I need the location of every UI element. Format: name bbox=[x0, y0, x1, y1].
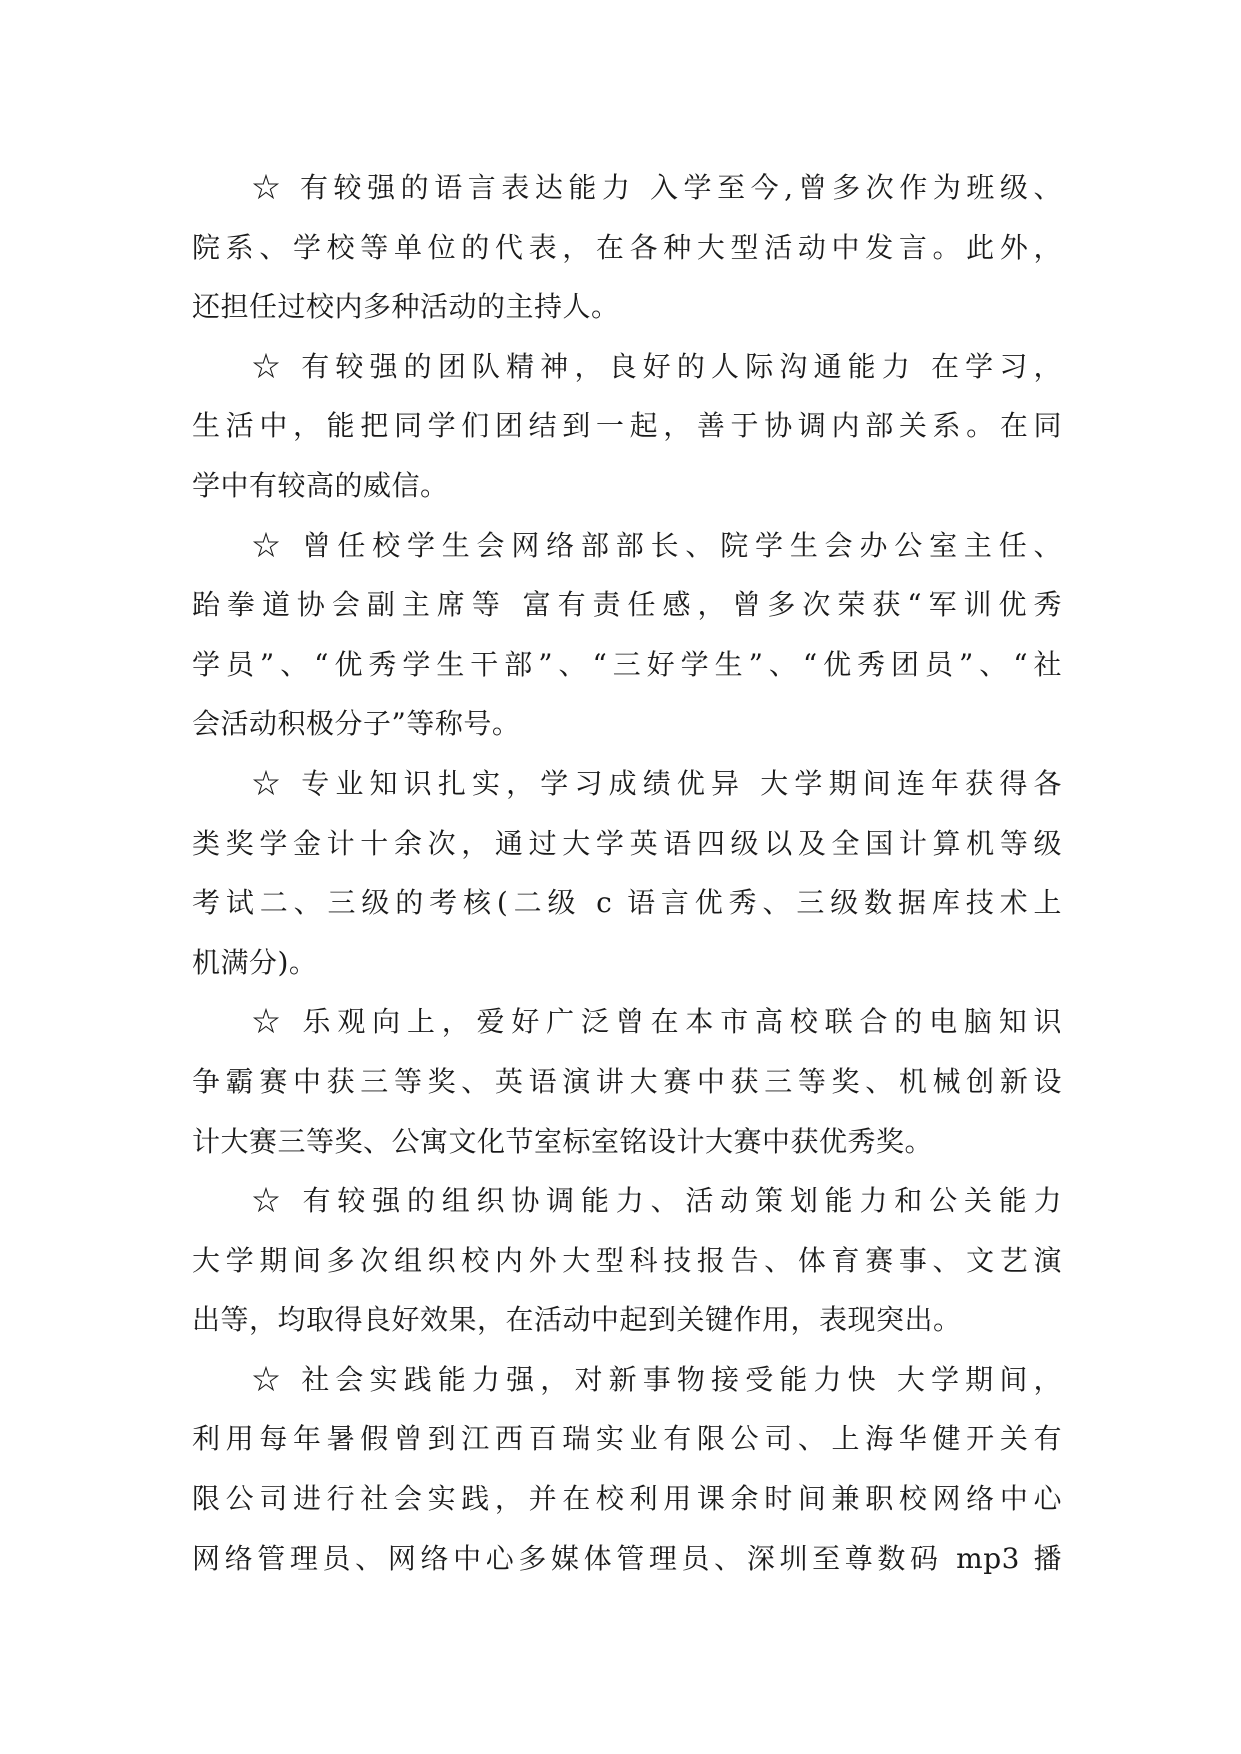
document-body bbox=[192, 158, 1062, 1588]
text-line: 计大赛三等奖、公寓文化节室标室铭设计大赛中获优秀奖。 bbox=[192, 1124, 934, 1158]
text-line: ☆ 社会实践能力强，对新事物接受能力快 大学期间， bbox=[252, 1362, 1062, 1396]
text-line: 还担任过校内多种活动的主持人。 bbox=[192, 290, 620, 324]
text-line: 限公司进行社会实践，并在校利用课余时间兼职校网络中心 bbox=[192, 1482, 1062, 1516]
text-line: 出等，均取得良好效果，在活动中起到关键作用，表现突出。 bbox=[192, 1303, 962, 1337]
paragraph-organization bbox=[192, 1171, 1062, 1350]
text-line: 考试二、三级的考核(二级 c 语言优秀、三级数据库技术上 bbox=[192, 886, 1062, 920]
paragraph-team-spirit bbox=[192, 337, 1062, 516]
text-line: ☆ 乐观向上，爱好广泛曾在本市高校联合的电脑知识 bbox=[252, 1005, 1062, 1039]
text-line: 大学期间多次组织校内外大型科技报告、体育赛事、文艺演 bbox=[192, 1243, 1062, 1277]
paragraph-language-skills bbox=[192, 158, 1062, 337]
text-line: ☆ 有较强的语言表达能力 入学至今,曾多次作为班级、 bbox=[252, 171, 1062, 204]
text-line: 学员”、“优秀学生干部”、“三好学生”、“优秀团员”、“社 bbox=[192, 647, 1062, 681]
text-line: 院系、学校等单位的代表，在各种大型活动中发言。此外， bbox=[192, 230, 1062, 264]
text-line: ☆ 有较强的团队精神，良好的人际沟通能力 在学习， bbox=[252, 349, 1062, 383]
text-line: 网络管理员、网络中心多媒体管理员、深圳至尊数码 mp3 播 bbox=[192, 1541, 1062, 1575]
text-line: ☆ 有较强的组织协调能力、活动策划能力和公关能力 bbox=[252, 1184, 1062, 1218]
text-line: 学中有较高的威信。 bbox=[192, 468, 449, 502]
paragraph-hobbies-awards bbox=[192, 992, 1062, 1171]
paragraph-positions-held bbox=[192, 516, 1062, 754]
text-line: 跆拳道协会副主席等 富有责任感，曾多次荣获“军训优秀 bbox=[192, 588, 1062, 622]
text-line: 类奖学金计十余次，通过大学英语四级以及全国计算机等级 bbox=[192, 826, 1062, 860]
text-line: 机满分)。 bbox=[192, 945, 318, 979]
text-line: 争霸赛中获三等奖、英语演讲大赛中获三等奖、机械创新设 bbox=[192, 1064, 1062, 1098]
paragraph-academic bbox=[192, 754, 1062, 992]
text-line: 利用每年暑假曾到江西百瑞实业有限公司、上海华健开关有 bbox=[192, 1422, 1062, 1456]
paragraph-social-practice bbox=[192, 1350, 1062, 1588]
text-line: 生活中，能把同学们团结到一起，善于协调内部关系。在同 bbox=[192, 409, 1062, 443]
text-line: 会活动积极分子”等称号。 bbox=[192, 707, 521, 741]
text-line: ☆ 专业知识扎实，学习成绩优异 大学期间连年获得各 bbox=[252, 766, 1062, 800]
text-line: ☆ 曾任校学生会网络部部长、院学生会办公室主任、 bbox=[252, 528, 1062, 562]
